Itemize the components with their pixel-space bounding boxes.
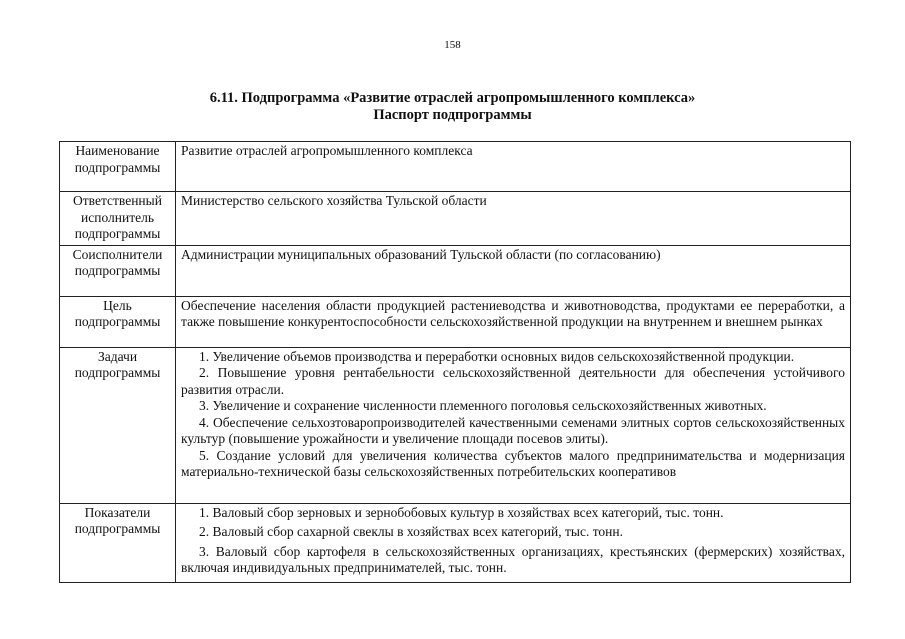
subprogram-title: 6.11. Подпрограмма «Развитие отраслей агропромышленного комплекса»	[209, 90, 696, 106]
list-item: 2. Валовый сбор сахарной свеклы в хозяйствах всех категорий, тыс. тонн.	[199, 524, 623, 539]
indicators-list	[176, 503, 851, 582]
table-row-co-executors	[60, 245, 851, 296]
list-item: 4. Обеспечение сельхозтоваропроизводителей качественными семенами элитных сортов сельскохозяйственных культур (повышение урожайности и увеличение площади посевов элиты).	[181, 414, 845, 446]
row-label: Соисполнители подпрограммы	[60, 245, 176, 296]
row-label: Показатели подпрограммы	[60, 503, 176, 582]
list-item: 1. Увеличение объемов производства и переработки основных видов сельскохозяйственной продукции.	[199, 348, 795, 364]
row-label: Ответственный исполнитель подпрограммы	[60, 192, 176, 246]
row-label: Цель подпрограммы	[60, 296, 176, 347]
list-item: 2. Повышение уровня рентабельности сельскохозяйственной деятельности для обеспечения устойчивого развития отрасли.	[181, 365, 845, 397]
table-row-goal	[60, 296, 851, 347]
list-item: 1. Валовый сбор зерновых и зернобобовых культур в хозяйствах всех категорий, тыс. тонн.	[199, 504, 724, 520]
row-label: Наименование подпрограммы	[60, 142, 176, 192]
passport-title: Паспорт подпрограммы	[373, 107, 532, 123]
row-value: Обеспечение населения области продукцией растениеводства и животноводства, продуктами ее переработки, а также повышение конкурентоспособности сельскохозяйственной продукции на внутреннем и внешнем рынках	[176, 296, 851, 347]
passport-table	[59, 141, 851, 583]
page-title	[0, 90, 905, 124]
table-row-indicators	[60, 503, 851, 582]
list-item: 5. Создание условий для увеличения количества субъектов малого предпринимательства и модернизация материально-технической базы сельскохозяйственных потребительских кооперативов	[181, 447, 845, 479]
row-value: Администрации муниципальных образований Тульской области (по согласованию)	[176, 245, 851, 296]
row-value: Развитие отраслей агропромышленного комплекса	[176, 142, 851, 192]
list-item: 3. Валовый сбор картофеля в сельскохозяйственных организациях, крестьянских (фермерских) хозяйствах, включая индивидуальных предпринимателей, тыс. тонн.	[181, 543, 845, 575]
tasks-list	[176, 347, 851, 503]
row-label: Задачи подпрограммы	[60, 347, 176, 503]
page-number: 158	[444, 39, 461, 51]
table-row-tasks	[60, 347, 851, 503]
table-row-executor	[60, 192, 851, 246]
row-value: Министерство сельского хозяйства Тульской области	[176, 192, 851, 246]
table-row-name	[60, 142, 851, 192]
list-item: 3. Увеличение и сохранение численности племенного поголовья сельскохозяйственных животных.	[199, 398, 767, 413]
